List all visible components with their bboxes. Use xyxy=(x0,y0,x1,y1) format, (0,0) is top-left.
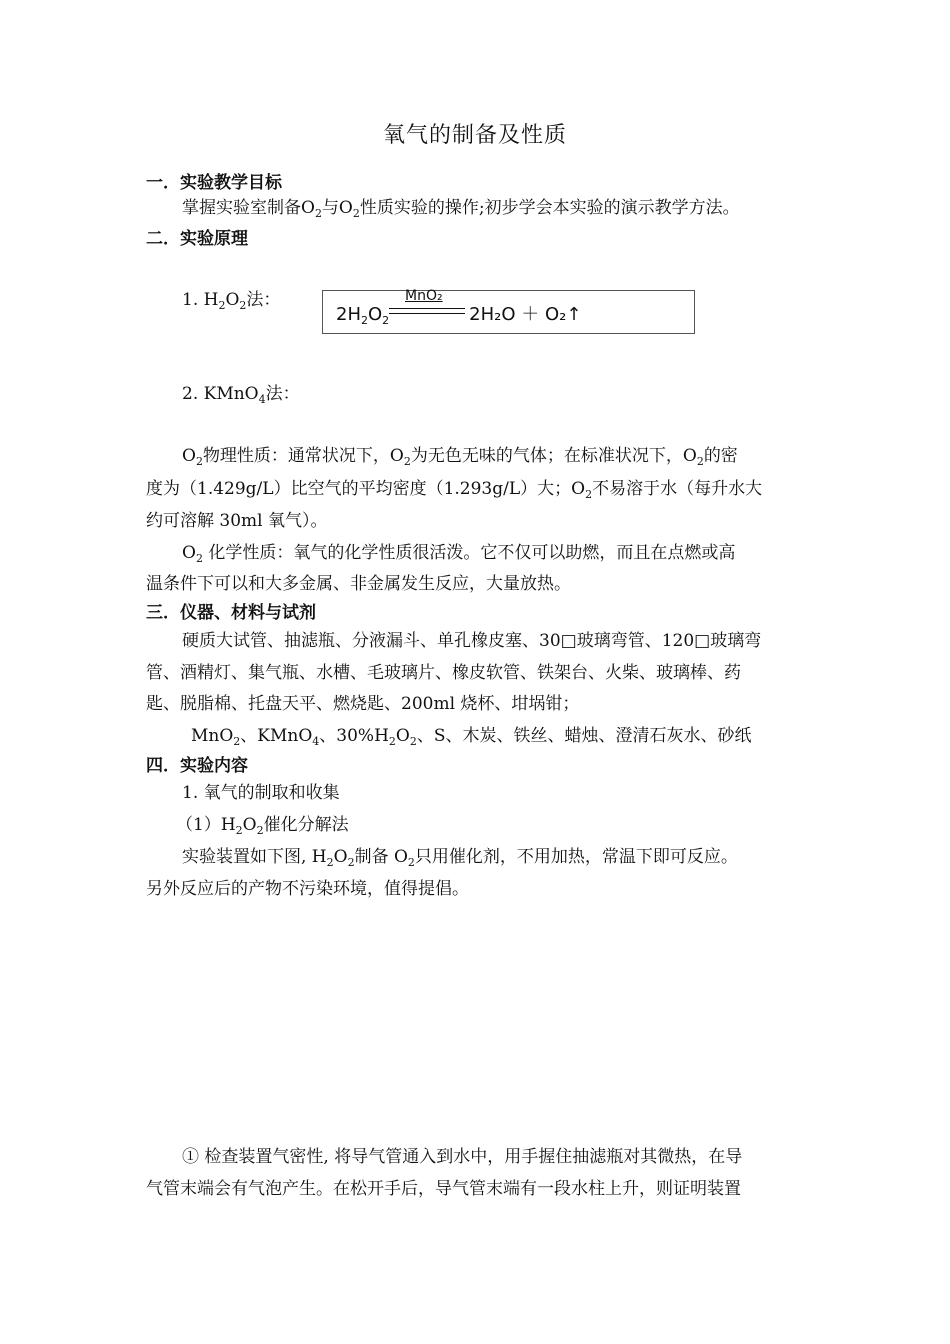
physical-properties-line-2: 度为（1.429g/L）比空气的平均密度（1.293g/L）大；$O_2$不易溶于水（每升水大 xyxy=(146,479,763,501)
reagents-line: MnO$_2$、KMnO$_4$、$30\%H_2O_2$、S、木炭、铁丝、蜡烛、澄清石灰水、砂纸 xyxy=(191,726,752,748)
section-heading-principle: 二．实验原理 xyxy=(146,229,248,249)
materials-line-3: 匙、脱脂棉、托盘天平、燃烧匙、200ml 烧杯、坩埚钳； xyxy=(146,694,580,714)
section-heading-content: 四．实验内容 xyxy=(146,756,248,776)
section-heading-materials: 三．仪器、材料与试剂 xyxy=(146,603,316,623)
objectives-paragraph: 掌握实验室制备$O_2$与$O_2$性质实验的操作;初步学会本实验的演示教学方法。 xyxy=(182,198,740,220)
subsection-oxygen-preparation: 1. 氧气的制取和收集 xyxy=(182,783,340,803)
chemical-properties-line-2: 温条件下可以和大多金属、非金属发生反应，大量放热。 xyxy=(146,574,571,594)
physical-properties-line-1: $O_2$物理性质：通常状况下，$O_2$为无色无味的气体；在标准状况下，$O_2$的密 xyxy=(182,446,738,468)
chemical-properties-line-1: $O_2$ 化学性质：氧气的化学性质很活泼。它不仅可以助燃，而且在点燃或高 xyxy=(182,543,736,565)
section-heading-objectives: 一．实验教学目标 xyxy=(146,173,282,193)
equation-text: $2H_2O_2$ 2H₂O ＋ O₂↑ xyxy=(336,304,582,327)
step1-line-1: ① 检查装置气密性, 将导气管通入到水中，用手握住抽滤瓶对其微热，在导 xyxy=(182,1147,743,1167)
subsection-h2o2-method: $(1)H_2O_2$催化分解法 xyxy=(176,815,349,837)
step1-line-2: 气管末端会有气泡产生。在松开手后，导气管末端有一段水柱上升，则证明装置 xyxy=(146,1179,741,1199)
materials-line-1: 硬质大试管、抽滤瓶、分液漏斗、单孔橡皮塞、30□玻璃弯管、120□玻璃弯 xyxy=(182,631,762,651)
materials-line-2: 管、酒精灯、集气瓶、水槽、毛玻璃片、橡皮软管、铁架台、火柴、玻璃棒、药 xyxy=(146,663,741,683)
apparatus-paragraph-line-2: 另外反应后的产物不污染环境，值得提倡。 xyxy=(146,879,469,899)
method-kmno4-label: 2. KMnO$_4$法： xyxy=(182,384,300,406)
physical-properties-line-3: 约可溶解 30ml 氧气）。 xyxy=(146,511,328,531)
method-h2o2-label: 1. $H_2O_2$法： xyxy=(182,290,281,312)
apparatus-figure-area xyxy=(146,910,806,1130)
page-title: 氧气的制备及性质 xyxy=(382,123,567,148)
apparatus-paragraph-line-1: 实验装置如下图, $H_2O_2$制备 $O_2$只用催化剂，不用加热，常温下即可反应。 xyxy=(182,847,738,869)
equation-catalyst: MnO₂ xyxy=(405,288,443,304)
